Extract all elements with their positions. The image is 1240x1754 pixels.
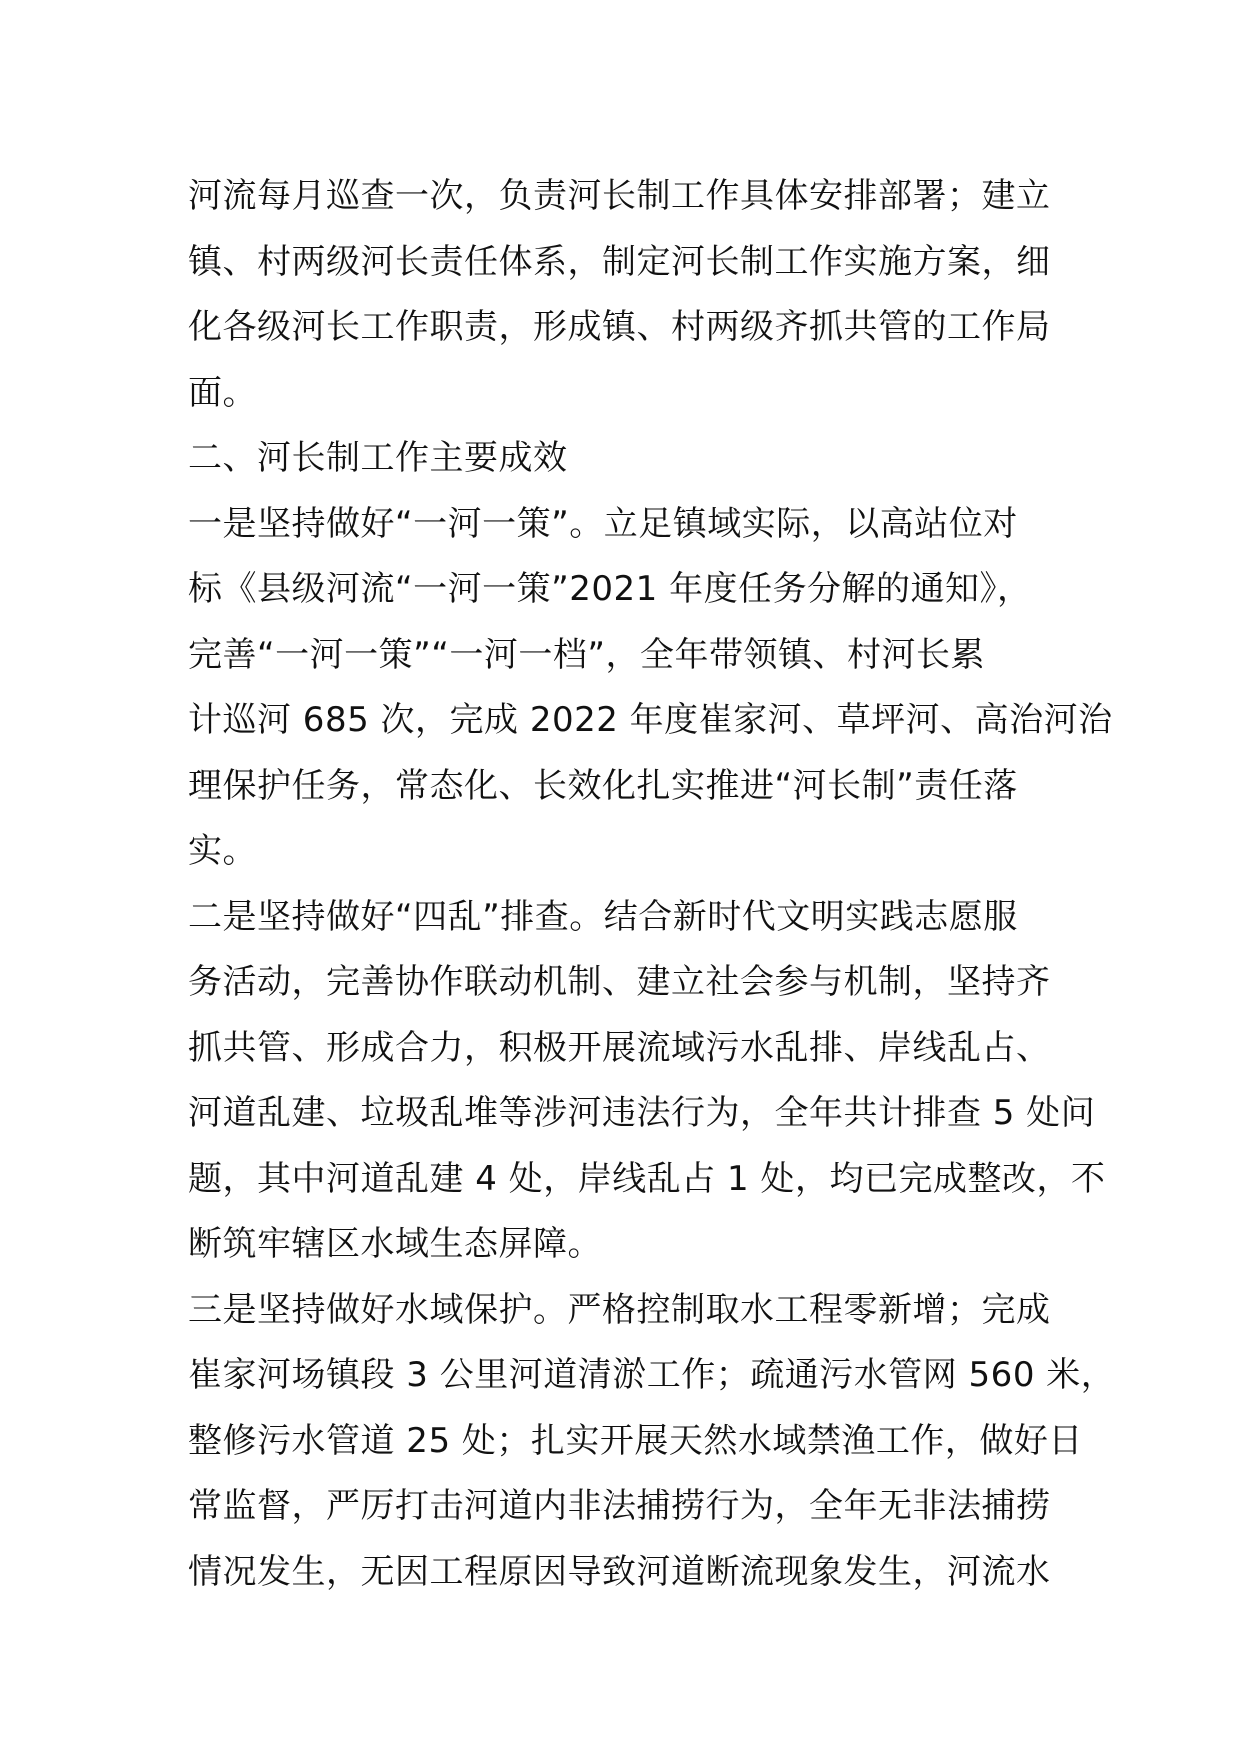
text-line: 务活动，完善协作联动机制、建立社会参与机制，坚持齐 <box>188 962 1051 1002</box>
text-line: 崔家河场镇段 3 公里河道清淤工作；疏通污水管网 560 米， <box>188 1355 1116 1395</box>
text-line: 题，其中河道乱建 4 处，岸线乱占 1 处，均已完成整改，不 <box>188 1158 1106 1199</box>
text-line: 二是坚持做好“四乱”排查。结合新时代文明实践志愿服 <box>188 896 1018 937</box>
text-line: 抓共管、形成合力，积极开展流域污水乱排、岸线乱占、 <box>188 1027 1051 1068</box>
text-line: 标《县级河流“一河一策”2021 年度任务分解的通知》， <box>188 569 1032 609</box>
document-body <box>188 164 1116 1605</box>
text-line: 计巡河 685 次，完成 2022 年度崔家河、草坪河、高治河治 <box>188 700 1113 740</box>
text-line: 常监督，严厉打击河道内非法捕捞行为，全年无非法捕捞 <box>188 1486 1051 1526</box>
text-line: 镇、村两级河长责任体系，制定河长制工作实施方案，细 <box>188 241 1051 282</box>
text-line: 河流每月巡查一次，负责河长制工作具体安排部署；建立 <box>188 176 1051 216</box>
text-line: 情况发生，无因工程原因导致河道断流现象发生，河流水 <box>188 1551 1051 1592</box>
text-line: 三是坚持做好水域保护。严格控制取水工程零新增；完成 <box>188 1289 1051 1330</box>
text-line: 实。 <box>188 831 257 871</box>
text-line: 断筑牢辖区水域生态屏障。 <box>188 1224 602 1264</box>
text-line: 面。 <box>188 372 257 413</box>
text-line: 河道乱建、垃圾乱堆等涉河违法行为，全年共计排查 5 处问 <box>188 1093 1096 1133</box>
text-line: 完善“一河一策”“一河一档”，全年带领镇、村河长累 <box>188 634 985 675</box>
text-line: 整修污水管道 25 处；扎实开展天然水域禁渔工作，做好日 <box>188 1420 1083 1461</box>
section-heading: 二、河长制工作主要成效 <box>188 438 568 478</box>
text-line: 一是坚持做好“一河一策”。立足镇域实际，以高站位对 <box>188 503 1018 544</box>
text-line: 理保护任务，常态化、长效化扎实推进“河长制”责任落 <box>188 765 1018 806</box>
text-line: 化各级河长工作职责，形成镇、村两级齐抓共管的工作局 <box>188 307 1051 347</box>
